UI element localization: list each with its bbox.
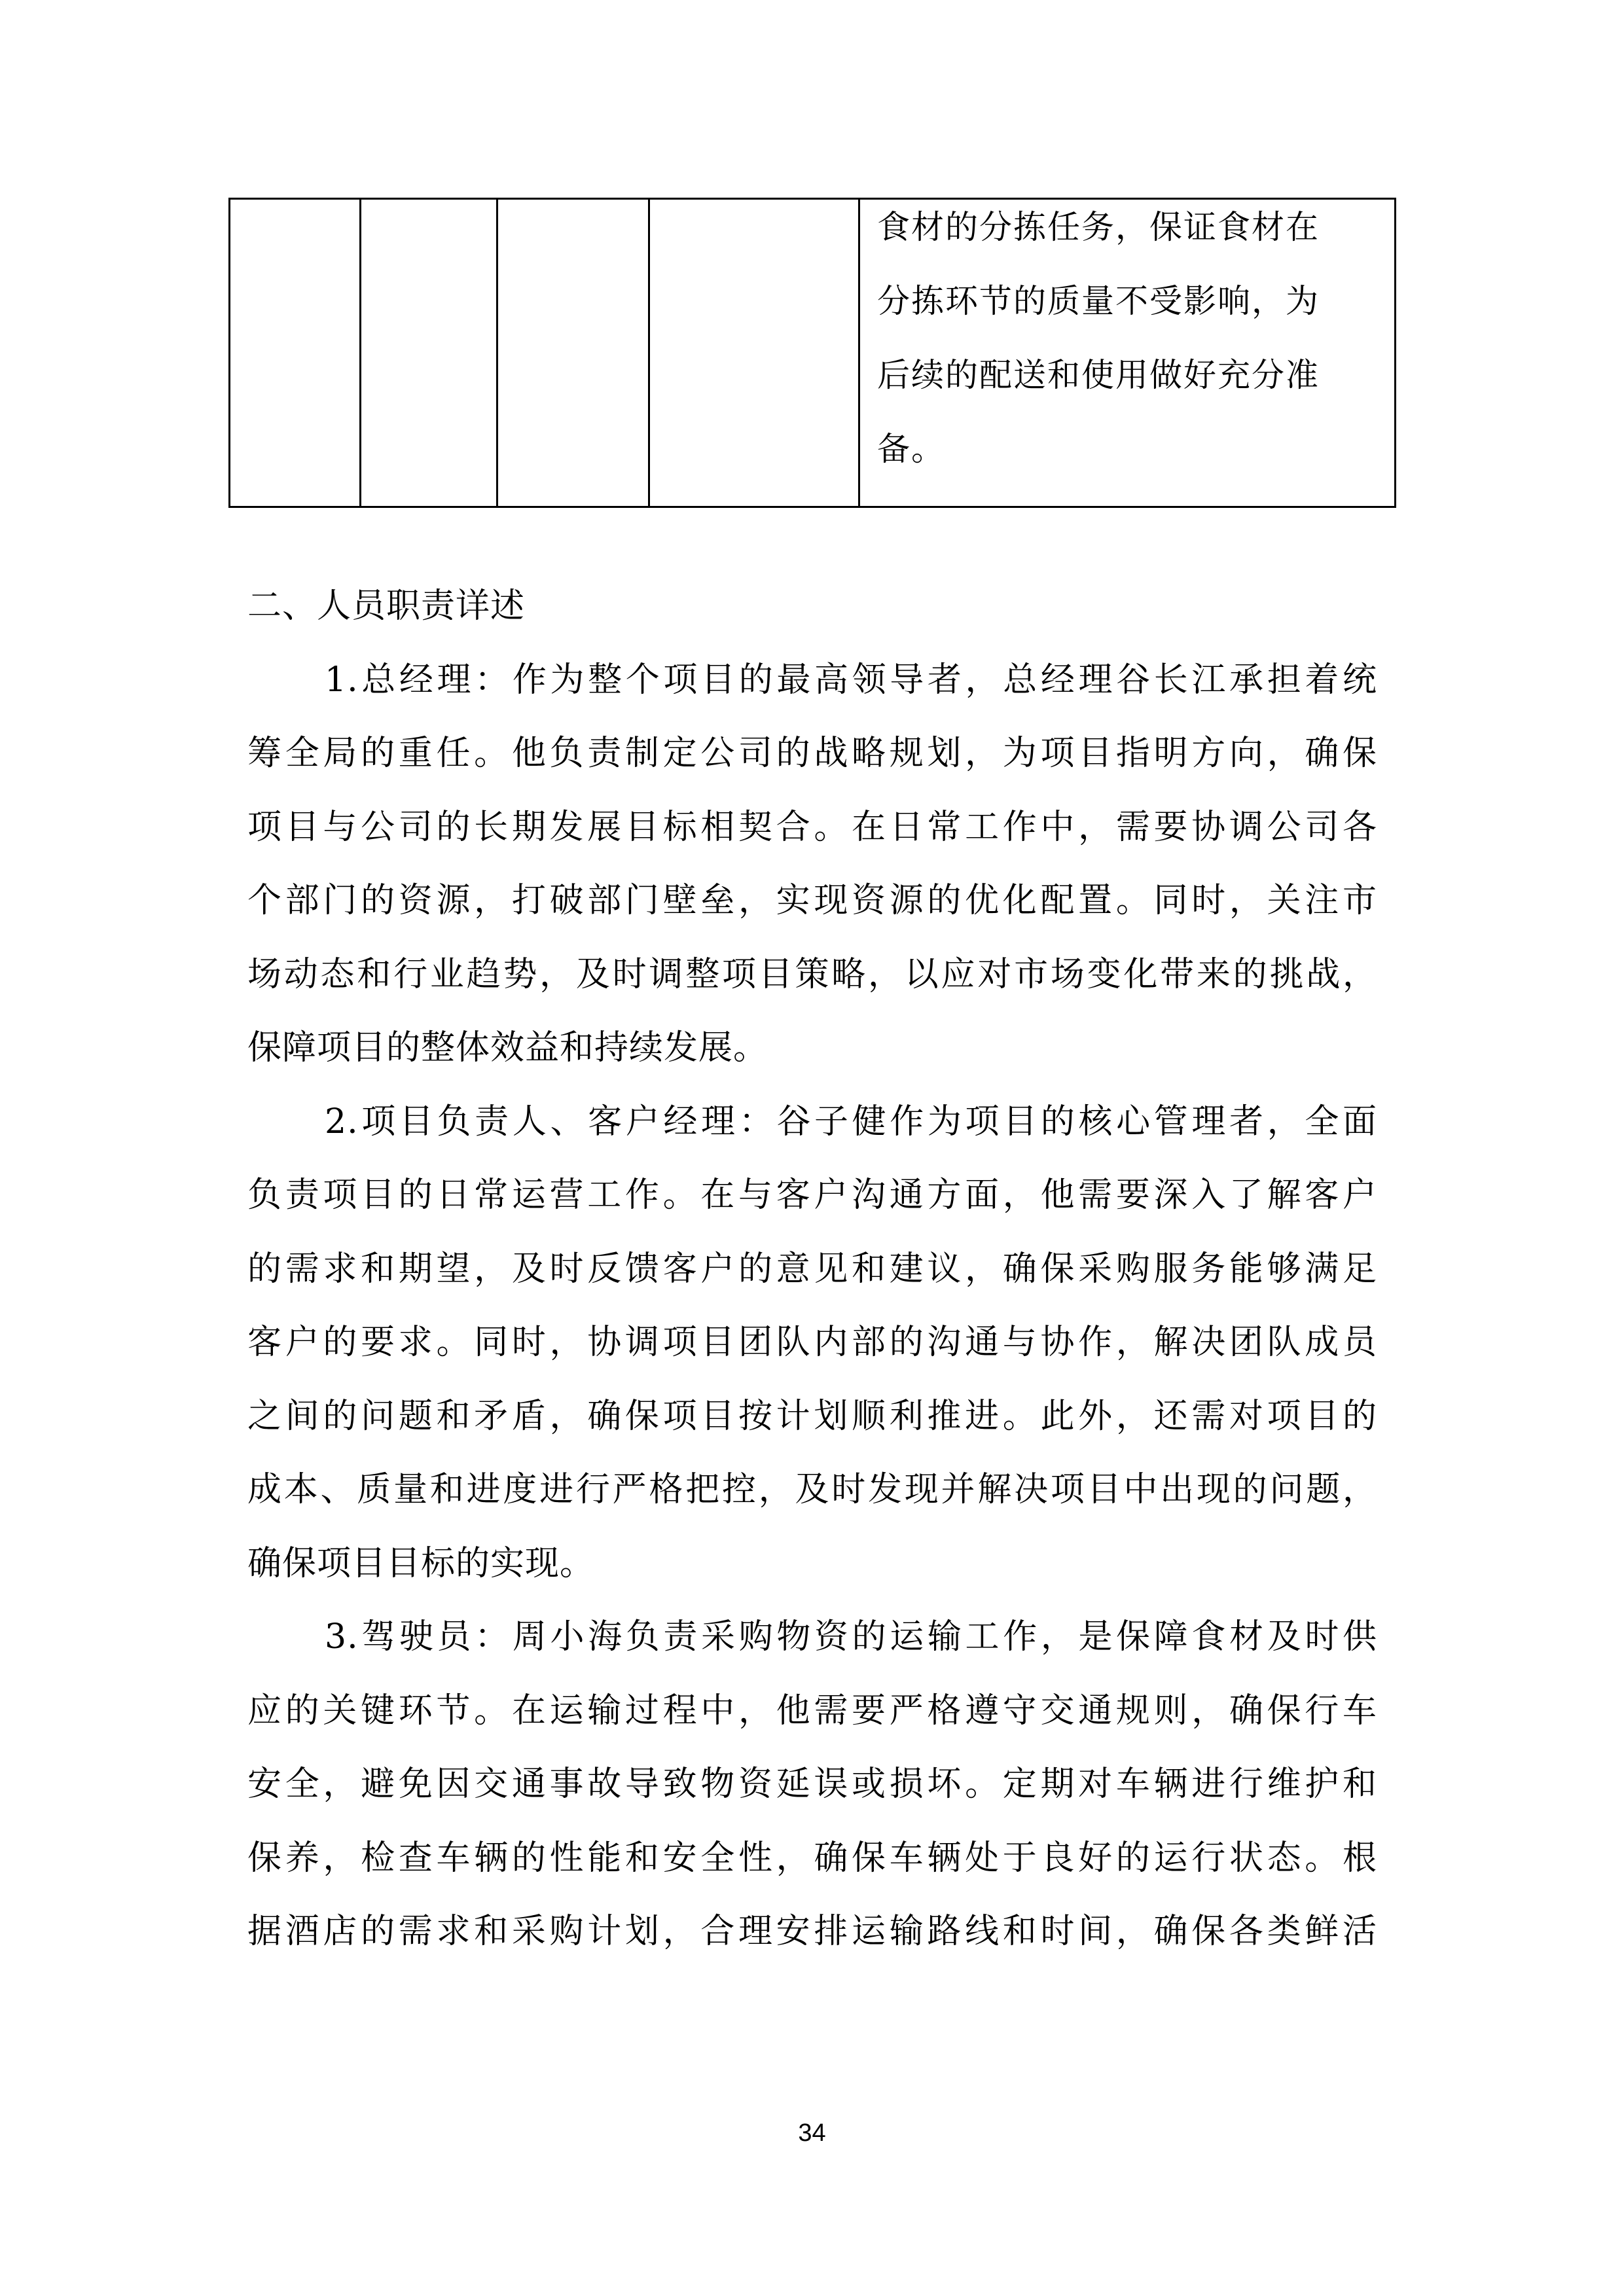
text-line: 应的关键环节。在运输过程中，他需要严格遵守交通规则，确保行车: [247, 1691, 1377, 1731]
text-line: 据酒店的需求和采购计划，合理安排运输路线和时间，确保各类鲜活: [247, 1912, 1377, 1951]
text-line: 负责项目的日常运营工作。在与客户沟通方面，他需要深入了解客户: [247, 1175, 1377, 1215]
section-heading: 二、人员职责详述: [247, 586, 526, 626]
paragraph-general-manager: [247, 643, 1377, 1085]
paragraph-project-lead: [247, 1085, 1377, 1601]
text-line: 确保项目目标的实现。: [247, 1543, 595, 1583]
table-cell-4: [649, 199, 859, 507]
cell-text-line: 分拣环节的质量不受影响，为: [877, 282, 1320, 320]
text-line: 场动态和行业趋势，及时调整项目策略，以应对市场变化带来的挑战，: [247, 954, 1377, 994]
cell-text-line: 备。: [877, 430, 945, 468]
text-line: 项目与公司的长期发展目标相契合。在日常工作中，需要协调公司各: [247, 807, 1377, 847]
text-line: 之间的问题和矛盾，确保项目按计划顺利推进。此外，还需对项目的: [247, 1396, 1377, 1436]
text-line: 2.项目负责人、客户经理：谷子健作为项目的核心管理者，全面: [325, 1102, 1377, 1141]
cell-text-line: 食材的分拣任务，保证食材在: [877, 208, 1320, 246]
continued-table: [228, 198, 1396, 508]
table-cell-1: [230, 199, 361, 507]
text-line: 安全，避免因交通事故导致物资延误或损坏。定期对车辆进行维护和: [247, 1765, 1377, 1804]
page-number: 34: [798, 2119, 826, 2147]
table-cell-2: [361, 199, 497, 507]
table-cell-duties: [859, 199, 1396, 507]
table-row: [230, 199, 1396, 507]
text-line: 筹全局的重任。他负责制定公司的战略规划，为项目指明方向，确保: [247, 734, 1377, 773]
text-line: 3.驾驶员：周小海负责采购物资的运输工作，是保障食材及时供: [325, 1617, 1377, 1657]
cell-text-line: 后续的配送和使用做好充分准: [877, 356, 1320, 394]
text-line: 保养，检查车辆的性能和安全性，确保车辆处于良好的运行状态。根: [247, 1838, 1377, 1878]
section-body: [247, 569, 1377, 1969]
text-line: 保障项目的整体效益和持续发展。: [247, 1028, 768, 1067]
text-line: 个部门的资源，打破部门壁垒，实现资源的优化配置。同时，关注市: [247, 881, 1377, 920]
paragraph-driver: [247, 1600, 1377, 1969]
text-line: 成本、质量和进度进行严格把控，及时发现并解决项目中出现的问题，: [247, 1470, 1377, 1509]
table-cell-3: [497, 199, 649, 507]
text-line: 的需求和期望，及时反馈客户的意见和建议，确保采购服务能够满足: [247, 1249, 1377, 1289]
text-line: 客户的要求。同时，协调项目团队内部的沟通与协作，解决团队成员: [247, 1323, 1377, 1362]
text-line: 1.总经理：作为整个项目的最高领导者，总经理谷长江承担着统: [325, 660, 1377, 700]
